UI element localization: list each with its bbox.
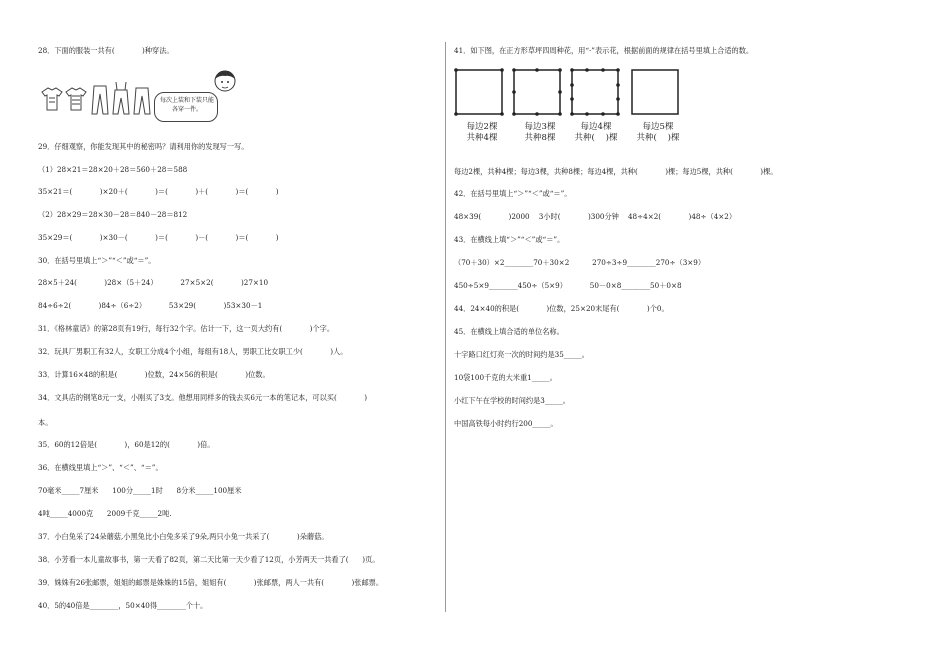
question-43-row-a: （70＋30）×2________70＋30×2 270÷3÷9________270÷（3×9） <box>454 258 706 267</box>
question-31: 31．《格林童话》的第28页有19行，每行32个字。估计一下，这一页大约有( )个字。 <box>38 324 335 333</box>
question-28: 28．下面的服装一共有( )种穿法。 <box>38 46 174 55</box>
question-45-d: 中国高铁每小时约行200_____。 <box>454 419 558 428</box>
overalls-icon <box>113 82 129 114</box>
boy-icon <box>212 68 238 98</box>
question-36: 36．在横线里填上“＞”、“＜”、“＝”。 <box>38 463 163 472</box>
square-5-per-side <box>632 70 678 114</box>
question-29-example-1: （1）28×21＝28×20＋28＝560＋28＝588 <box>38 165 188 174</box>
question-35: 35．60的12倍是( )，60是12的( )倍。 <box>38 440 215 449</box>
question-36-row-a: 70毫米_____7厘米 100分_____1时 8分米_____100厘米 <box>38 486 242 495</box>
question-33: 33．计算16×48的积是( )位数，24×56的积是( )位数。 <box>38 370 270 379</box>
question-39: 39．姝姝有26张邮票，姐姐的邮票是姝姝的15倍，姐姐有( )张邮票，两人一共有( )张邮票。 <box>38 578 384 587</box>
question-45: 45．在横线上填合适的单位名称。 <box>454 327 564 336</box>
question-40: 40．5的40倍是________，50×40得________个十。 <box>38 601 208 610</box>
question-34: 34．文具店的钢笔8元一支，小刚买了3支。他想用同样多的钱去买6元一本的笔记本，可以买( ) <box>38 393 368 402</box>
square-caption-4: 每边5棵 共种( )棵 <box>636 122 680 143</box>
question-43-row-b: 450÷5×9________450÷（5×9） 50－0×8________50＋0×8 <box>454 281 682 290</box>
question-43: 43．在横线上填“＞”“＜”或“＝”。 <box>454 235 565 244</box>
square-caption-3: 每边4棵 共种( )棵 <box>574 122 618 143</box>
square-3-per-side <box>512 68 562 116</box>
question-41-fill: 每边2棵，共种4棵；每边3棵，共种8棵；每边4棵，共种( )棵；每边5棵，共种( )棵。 <box>454 167 778 176</box>
square-2-per-side <box>454 68 504 116</box>
question-36-row-b: 4吨_____4000克 2009千克_____2吨. <box>38 509 172 518</box>
square-caption-1: 每边2棵 共种4棵 <box>466 122 498 143</box>
question-34-continued: 本。 <box>38 418 53 427</box>
pants-icon <box>92 86 108 114</box>
question-37: 37．小白兔采了24朵蘑菇,小黑兔比小白兔多采了9朵,两只小兔一共采了( )朵蘑菇。 <box>38 532 329 541</box>
question-45-c: 小红下午在学校的时间约是3_____。 <box>454 396 570 405</box>
square-caption-2: 每边3棵 共种8棵 <box>524 122 556 143</box>
question-42: 42．在括号里填上“＞”“＜”或“＝”。 <box>454 189 572 198</box>
question-29-fill-2: 35×29＝( )×30－( )＝( )－( )＝( ) <box>38 233 279 242</box>
question-45-b: 10袋100千克的大米重1_____。 <box>454 373 557 382</box>
question-29: 29．仔细观察，你能发现其中的秘密吗？请利用你的发现写一写。 <box>38 142 249 151</box>
speech-bubble <box>154 92 218 122</box>
column-divider <box>445 42 446 612</box>
question-30-row-a: 28×5＋24( )28×（5＋24） 27×5×2( )27×10 <box>38 278 269 287</box>
question-30: 30．在括号里填上“＞”“＜”或“＝”。 <box>38 256 156 265</box>
speech-bubble-text: 每次上装和下装只能各穿一件。 <box>159 97 214 113</box>
square-4-per-side <box>570 68 620 116</box>
question-41: 41．如下图，在正方形草坪四周种花，用“·”表示花，根据前面的规律在括号里填上合适的数。 <box>454 46 754 55</box>
question-29-example-2: （2）28×29＝28×30－28＝840－28＝812 <box>38 210 188 219</box>
question-45-a: 十字路口红灯亮一次的时间约是35_____。 <box>454 350 589 359</box>
question-38: 38．小芳看一本儿童故事书，第一天看了82页，第二天比第一天少看了12页，小芳两天一共看了( )页。 <box>38 555 380 564</box>
shirt-icon <box>42 88 62 110</box>
question-32: 32．玩具厂男职工有32人，女职工分成4个小组，每组有18人，男职工比女职工少( )人。 <box>38 347 348 356</box>
question-44: 44．24×40的积是( )位数，25×20末尾有( )个0。 <box>454 304 669 313</box>
question-29-fill-1: 35×21＝( )×20＋( )＝( )＋( )＝( ) <box>38 187 279 196</box>
pants-icon <box>134 88 150 114</box>
question-42-row-a: 48×39( )2000 3小时( )300分钟 48÷4×2( )48÷（4×2） <box>454 212 737 221</box>
question-30-row-b: 84÷6÷2( )84÷（6÷2） 53×29( )53×30－1 <box>38 301 263 310</box>
shirt-icon <box>66 88 86 110</box>
